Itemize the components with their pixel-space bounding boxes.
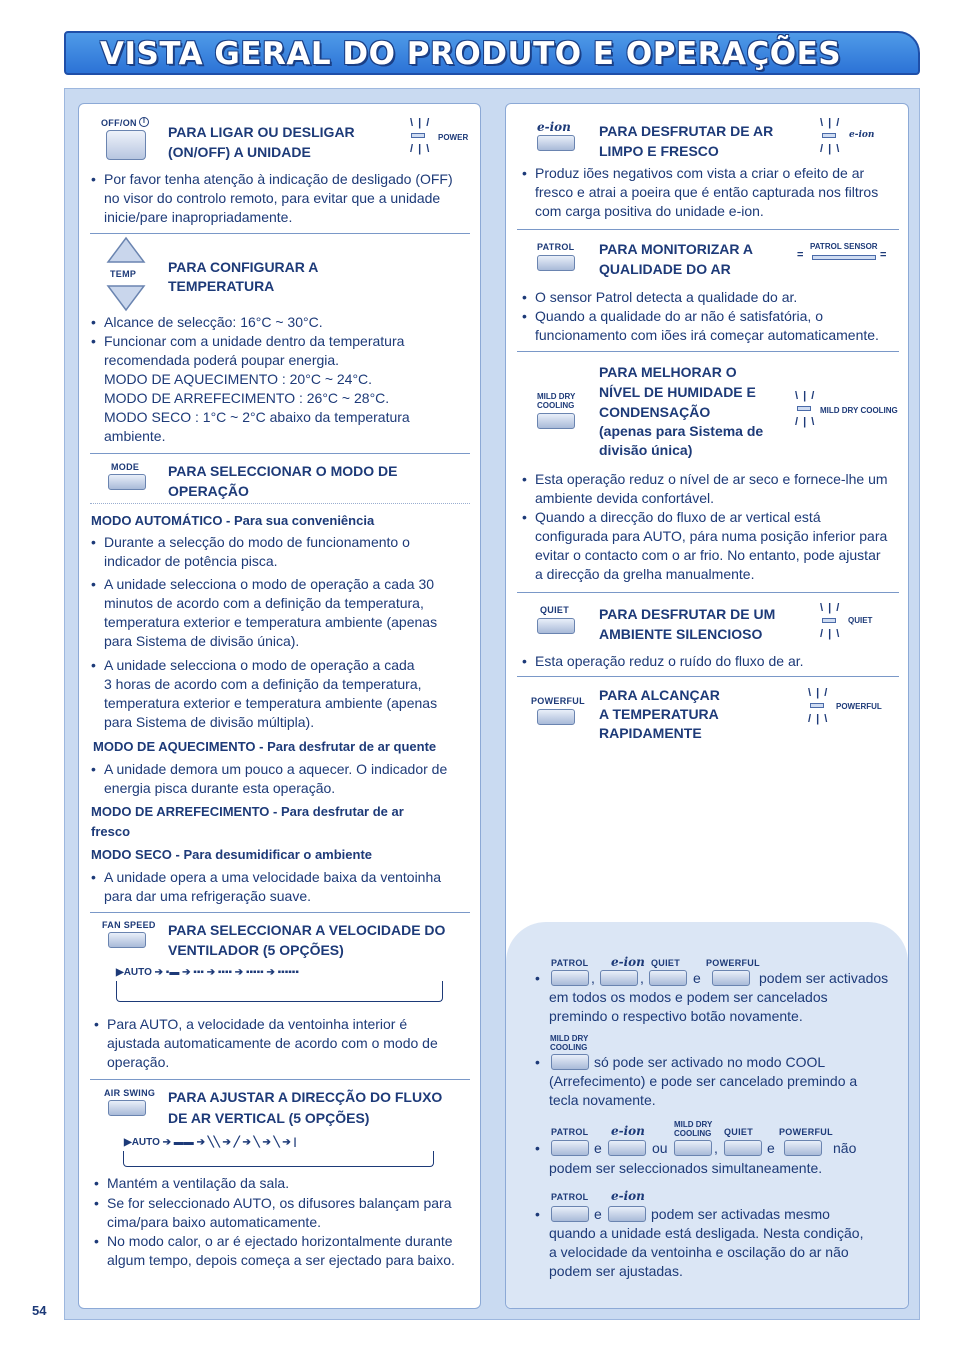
quiet-button-label: QUIET bbox=[540, 605, 570, 615]
power-indicator-rays-bottom: / | \ bbox=[410, 143, 431, 155]
note1-label-powerful: POWERFUL bbox=[706, 958, 760, 968]
milddry-indicator-rays-top: \ | / bbox=[795, 390, 816, 402]
note4-tail: podem ser activadas mesmo bbox=[651, 1206, 830, 1222]
mode-heading-l1: PARA SELECCIONAR O MODO DE bbox=[168, 463, 398, 479]
note1-label-eion: e-ion bbox=[611, 955, 645, 969]
note4-e: e bbox=[594, 1206, 602, 1222]
note4-label-eion: e-ion bbox=[611, 1189, 645, 1203]
milddry-bullet-2-l1: • Quando a direcção do fluxo de ar vertical está bbox=[535, 508, 821, 527]
power-indicator-label: POWER bbox=[438, 133, 469, 142]
milddry-bullet-1-l1: • Esta operação reduz o nível de ar seco e fornece-lhe um bbox=[535, 470, 888, 489]
patrol-indicator-rays-left: = bbox=[797, 249, 805, 261]
temp-heading-l1: PARA CONFIGURAR A bbox=[168, 259, 319, 275]
patrol-heading-l2: QUALIDADE DO AR bbox=[599, 261, 731, 277]
milddry-heading-l5: divisão única) bbox=[599, 442, 693, 458]
note1-label-patrol: PATROL bbox=[551, 958, 589, 968]
air-swing-cycle bbox=[124, 1137, 296, 1148]
temp-bullet-2-l6: ambiente. bbox=[104, 428, 166, 444]
fan-speed-cycle bbox=[116, 967, 299, 978]
temp-up-button[interactable] bbox=[106, 236, 146, 266]
quiet-button[interactable] bbox=[537, 618, 575, 634]
quiet-indicator-lamp bbox=[822, 618, 836, 623]
milddry-heading-l2: NÍVEL DE HUMIDADE E bbox=[599, 384, 756, 400]
patrol-bullet-2-l1: • Quando a qualidade do ar não é satisfatória, o bbox=[535, 307, 823, 326]
milddry-bullet-2-l2: configurada para AUTO, pára numa posição inferior para bbox=[535, 528, 888, 544]
note2-tail: só pode ser activado no modo COOL bbox=[594, 1054, 826, 1070]
fan-speed-button-label: FAN SPEED bbox=[102, 920, 156, 930]
auto-bullet-2-l1: • A unidade selecciona o modo de operação a cada 30 bbox=[104, 575, 434, 594]
fan-heading-l1: PARA SELECCIONAR A VELOCIDADE DO bbox=[168, 922, 446, 938]
note3-l2: podem ser seleccionados simultaneamente. bbox=[549, 1160, 823, 1176]
note3-milddry-button[interactable] bbox=[674, 1140, 712, 1156]
eion-button-label: e-ion bbox=[537, 120, 571, 134]
patrol-button-label: PATROL bbox=[537, 242, 575, 252]
cool-mode-title: MODO DE ARREFECIMENTO - Para desfrutar de ar bbox=[91, 804, 404, 819]
divider bbox=[517, 351, 899, 352]
fan-speed-levels: ➔ ▪▬ ➔ ▪▪▪ ➔ ▪▪▪▪ ➔ ▪▪▪▪▪ ➔ ▪▪▪▪▪▪ bbox=[154, 967, 299, 978]
note4-eion-button[interactable] bbox=[608, 1206, 646, 1222]
powerful-heading-l1: PARA ALCANÇAR bbox=[599, 687, 720, 703]
note1-l3: premindo o respectivo botão novamente. bbox=[549, 1008, 803, 1024]
dry-mode-title: MODO SECO - Para desumidificar o ambiente bbox=[91, 847, 373, 862]
milddry-heading-l3: CONDENSAÇÃO bbox=[599, 404, 711, 420]
note1-patrol-button[interactable] bbox=[551, 970, 589, 986]
note3-powerful-button[interactable] bbox=[784, 1140, 822, 1156]
patrol-bullet-1: • O sensor Patrol detecta a qualidade do ar. bbox=[535, 288, 797, 307]
powerful-button[interactable] bbox=[537, 709, 575, 725]
divider bbox=[90, 453, 470, 454]
air-swing-button[interactable] bbox=[108, 1100, 146, 1116]
auto-mode-title: MODO AUTOMÁTICO - Para sua conveniência bbox=[91, 513, 375, 528]
swing-heading-l2: DE AR VERTICAL (5 OPÇÕES) bbox=[168, 1110, 370, 1126]
quiet-heading-l2: AMBIENTE SILENCIOSO bbox=[599, 626, 763, 642]
milddry-heading-l1: PARA MELHORAR O bbox=[599, 364, 737, 380]
note3-patrol-button[interactable] bbox=[551, 1140, 589, 1156]
milddry-bullet-2-l4: a direcção da grelha manualmente. bbox=[535, 566, 755, 582]
temp-down-button[interactable] bbox=[106, 282, 146, 312]
milddry-heading-l4: (apenas para Sistema de bbox=[599, 423, 764, 439]
heat-mode-title: MODO DE AQUECIMENTO - Para desfrutar de ar quente bbox=[93, 739, 437, 754]
powerful-button-label: POWERFUL bbox=[531, 696, 585, 706]
note1-e: e bbox=[693, 970, 701, 986]
dotted-divider bbox=[90, 503, 470, 504]
temp-bullet-2-l1: • Funcionar com a unidade dentro da temperatura bbox=[104, 332, 404, 351]
note4-patrol-button[interactable] bbox=[551, 1206, 589, 1222]
power-indicator-lamp bbox=[411, 133, 425, 138]
fan-bullet-1-l2: ajustada automaticamente de acordo com o modo de bbox=[107, 1035, 438, 1051]
temp-bullet-2-l5: MODO SECO : 1°C ~ 2°C abaixo da temperatura bbox=[104, 409, 410, 425]
swing-bullet-2-l2: cima/para baixo automaticamente. bbox=[107, 1214, 321, 1230]
auto-bullet-1-l2: indicador de potência pisca. bbox=[104, 553, 278, 569]
milddry-indicator-rays-bottom: / | \ bbox=[795, 416, 816, 428]
note4-l3: a velocidade da ventoinha e oscilação do ar não bbox=[549, 1244, 849, 1260]
powerful-indicator-rays-bottom: / | \ bbox=[808, 713, 829, 725]
powerful-indicator-label: POWERFUL bbox=[836, 702, 882, 711]
note1-tail: podem ser activados bbox=[759, 970, 889, 986]
note2-l2: (Arrefecimento) e pode ser cancelado premindo a bbox=[549, 1073, 858, 1089]
power-heading-l1: PARA LIGAR OU DESLIGAR bbox=[168, 124, 355, 140]
heat-bullet-1-l2: energia pisca durante esta operação. bbox=[104, 780, 336, 796]
auto-bullet-2-l3: temperatura exterior e temperatura ambiente (apenas bbox=[104, 614, 438, 630]
auto-bullet-3-l2: 3 horas de acordo com a definição da temperatura, bbox=[104, 676, 422, 692]
auto-bullet-3-l1: • A unidade selecciona o modo de operação a cada bbox=[104, 656, 415, 675]
note4-l4: podem ser ajustadas. bbox=[549, 1263, 683, 1279]
flow-arrow-icon: ▶ bbox=[116, 967, 124, 978]
temp-bullet-2-l3: MODO DE AQUECIMENTO : 20°C ~ 24°C. bbox=[104, 371, 373, 387]
eion-indicator-rays-top: \ | / bbox=[820, 117, 841, 129]
note3-label-quiet: QUIET bbox=[724, 1127, 754, 1137]
eion-heading-l2: LIMPO E FRESCO bbox=[599, 143, 719, 159]
powerful-indicator-lamp bbox=[810, 703, 824, 708]
divider bbox=[517, 592, 899, 593]
page-title: VISTA GERAL DO PRODUTO E OPERAÇÕES bbox=[100, 36, 842, 72]
page-number: 54 bbox=[32, 1303, 47, 1318]
note3-label-milddry: MILD DRY COOLING bbox=[674, 1120, 713, 1138]
fan-flow-auto: AUTO bbox=[123, 967, 152, 978]
auto-bullet-2-l2: minutos de acordo com a definição da temperatura, bbox=[104, 595, 424, 611]
eion-indicator-rays-bottom: / | \ bbox=[820, 143, 841, 155]
temp-heading-l2: TEMPERATURA bbox=[168, 278, 275, 294]
mode-heading-l2: OPERAÇÃO bbox=[168, 483, 249, 499]
powerful-heading-l2: A TEMPERATURA bbox=[599, 706, 719, 722]
note3-eion-button[interactable] bbox=[608, 1140, 646, 1156]
note3-label-patrol: PATROL bbox=[551, 1127, 589, 1137]
power-heading-l2: (ON/OFF) A UNIDADE bbox=[168, 144, 311, 160]
quiet-indicator-rays-bottom: / | \ bbox=[820, 628, 841, 640]
temp-bullet-1: • Alcance de selecção: 16°C ~ 30°C. bbox=[104, 313, 323, 332]
milddry-bullet-1-l2: ambiente devida confortável. bbox=[535, 490, 714, 506]
note1-eion-button[interactable] bbox=[600, 970, 638, 986]
note1-comma-1: , bbox=[591, 970, 595, 986]
powerful-heading-l3: RAPIDAMENTE bbox=[599, 725, 702, 741]
temp-bullet-2-l2: recomendada poderá poupar energia. bbox=[104, 352, 340, 368]
temp-bullet-2-l4: MODO DE ARREFECIMENTO : 26°C ~ 28°C. bbox=[104, 390, 390, 406]
eion-heading-l1: PARA DESFRUTAR DE AR bbox=[599, 123, 774, 139]
auto-bullet-3-l4: para Sistema de divisão múltipla). bbox=[104, 714, 315, 730]
patrol-heading-l1: PARA MONITORIZAR A bbox=[599, 241, 753, 257]
patrol-indicator-rays-right: = bbox=[880, 249, 888, 261]
divider bbox=[90, 912, 470, 913]
note3-e: e bbox=[594, 1140, 602, 1156]
note4-label-patrol: PATROL bbox=[551, 1192, 589, 1202]
heat-bullet-1-l1: • A unidade demora um pouco a aquecer. O indicador de bbox=[104, 760, 447, 779]
mode-button[interactable] bbox=[108, 474, 146, 490]
swing-bullet-2-l1: • Se for seleccionado AUTO, os difusores balançam para bbox=[107, 1194, 451, 1213]
note1-powerful-button[interactable] bbox=[712, 970, 750, 986]
eion-bullet-1-l3: com carga positiva do unidade e-ion. bbox=[535, 203, 764, 219]
swing-bullet-1: • Mantém a ventilação da sala. bbox=[107, 1174, 289, 1193]
divider bbox=[517, 676, 899, 677]
powerful-indicator-rays-top: \ | / bbox=[808, 687, 829, 699]
divider bbox=[90, 1079, 470, 1080]
eion-bullet-1-l2: fresco e atrai a poeira que é então capturada nos filtros bbox=[535, 184, 879, 200]
patrol-sensor-indicator-label: PATROL SENSOR bbox=[810, 242, 878, 251]
eion-button[interactable] bbox=[537, 135, 575, 151]
note2-milddry-button[interactable] bbox=[551, 1054, 589, 1070]
swing-heading-l1: PARA AJUSTAR A DIRECÇÃO DO FLUXO bbox=[168, 1089, 443, 1105]
note1-l2: em todos os modos e podem ser cancelados bbox=[549, 989, 828, 1005]
auto-bullet-2-l4: para Sistema de divisão única). bbox=[104, 633, 300, 649]
offon-button-label: OFF/ON bbox=[101, 118, 137, 128]
auto-bullet-3-l3: temperatura exterior e temperatura ambiente (apenas bbox=[104, 695, 438, 711]
quiet-indicator-rays-top: \ | / bbox=[820, 602, 841, 614]
note3-quiet-button[interactable] bbox=[724, 1140, 762, 1156]
milddry-bullet-2-l3: evitar o contacto com o ar frio. No entanto, pode ajustar bbox=[535, 547, 881, 563]
swing-positions: ➔ ▬▬ ➔ ╲╲ ➔ ╱ ➔ ╲ ➔ ╲ ➔ | bbox=[162, 1137, 297, 1148]
swing-bullet-3-l2: algum tempo, depois começa a ser ejectado para baixo. bbox=[107, 1252, 455, 1268]
quiet-heading-l1: PARA DESFRUTAR DE UM bbox=[599, 606, 776, 622]
eion-bullet-1-l1: • Produz iões negativos com vista a criar o efeito de ar bbox=[535, 164, 864, 183]
fan-speed-button[interactable] bbox=[108, 932, 146, 948]
power-bullet-1-l2: no visor do controlo remoto, para evitar que a unidade bbox=[104, 190, 441, 206]
note3-comma: , bbox=[714, 1140, 718, 1156]
divider bbox=[517, 229, 899, 230]
mode-button-label: MODE bbox=[111, 462, 140, 472]
note4-l2: quando a unidade está desligada. Nesta condição, bbox=[549, 1225, 864, 1241]
temp-button-label: TEMP bbox=[110, 269, 137, 279]
fan-bullet-1-l1: • Para AUTO, a velocidade da ventoinha interior é bbox=[107, 1015, 407, 1034]
note3-e2: e bbox=[767, 1140, 775, 1156]
note1-comma-2: , bbox=[640, 970, 644, 986]
power-bullet-1-l3: inicie/pare inapropriadamente. bbox=[104, 209, 293, 225]
eion-indicator-lamp bbox=[822, 133, 836, 138]
fan-bullet-1-l3: operação. bbox=[107, 1054, 170, 1070]
patrol-bullet-2-l2: funcionamento com iões irá começar automaticamente. bbox=[535, 327, 879, 343]
mild-dry-button-label: MILD DRY COOLING bbox=[537, 392, 576, 410]
note2-label-milddry: MILD DRY COOLING bbox=[550, 1034, 589, 1052]
offon-button[interactable] bbox=[106, 130, 146, 160]
dry-bullet-1-l2: para dar uma refrigeração suave. bbox=[104, 888, 311, 904]
eion-indicator-label: e-ion bbox=[849, 130, 875, 140]
flow-arrow-icon: ▶ bbox=[124, 1137, 132, 1148]
note2-l3: tecla novamente. bbox=[549, 1092, 656, 1108]
swing-bullet-3-l1: • No modo calor, o ar é ejectado horizontalmente durante bbox=[107, 1232, 453, 1251]
patrol-button[interactable] bbox=[537, 255, 575, 271]
auto-bullet-1-l1: • Durante a selecção do modo de funcionamento o bbox=[104, 533, 410, 552]
note3-ou: ou bbox=[652, 1140, 668, 1156]
air-swing-button-label: AIR SWING bbox=[104, 1088, 156, 1098]
power-bullet-1-l1: • Por favor tenha atenção à indicação de desligado (OFF) bbox=[104, 170, 453, 189]
cool-mode-title-l2: fresco bbox=[91, 824, 131, 839]
patrol-sensor-lamp bbox=[812, 255, 876, 260]
note3-label-eion: e-ion bbox=[611, 1124, 645, 1138]
note1-quiet-button[interactable] bbox=[649, 970, 687, 986]
milddry-indicator-lamp bbox=[797, 406, 811, 411]
fan-heading-l2: VENTILADOR (5 OPÇÕES) bbox=[168, 942, 344, 958]
divider bbox=[90, 233, 470, 234]
power-indicator-rays-top: \ | / bbox=[410, 117, 431, 129]
note3-label-powerful: POWERFUL bbox=[779, 1127, 833, 1137]
quiet-indicator-label: QUIET bbox=[848, 616, 873, 625]
note3-tail: não bbox=[833, 1140, 857, 1156]
dry-bullet-1-l1: • A unidade opera a uma velocidade baixa da ventoinha bbox=[104, 868, 441, 887]
note1-label-quiet: QUIET bbox=[651, 958, 681, 968]
power-symbol-icon: I bbox=[139, 117, 149, 127]
swing-flow-auto: AUTO bbox=[131, 1137, 160, 1148]
mild-dry-cooling-button[interactable] bbox=[537, 413, 575, 429]
quiet-bullet-1: • Esta operação reduz o ruído do fluxo de ar. bbox=[535, 652, 804, 671]
milddry-indicator-label: MILD DRY COOLING bbox=[820, 406, 898, 415]
